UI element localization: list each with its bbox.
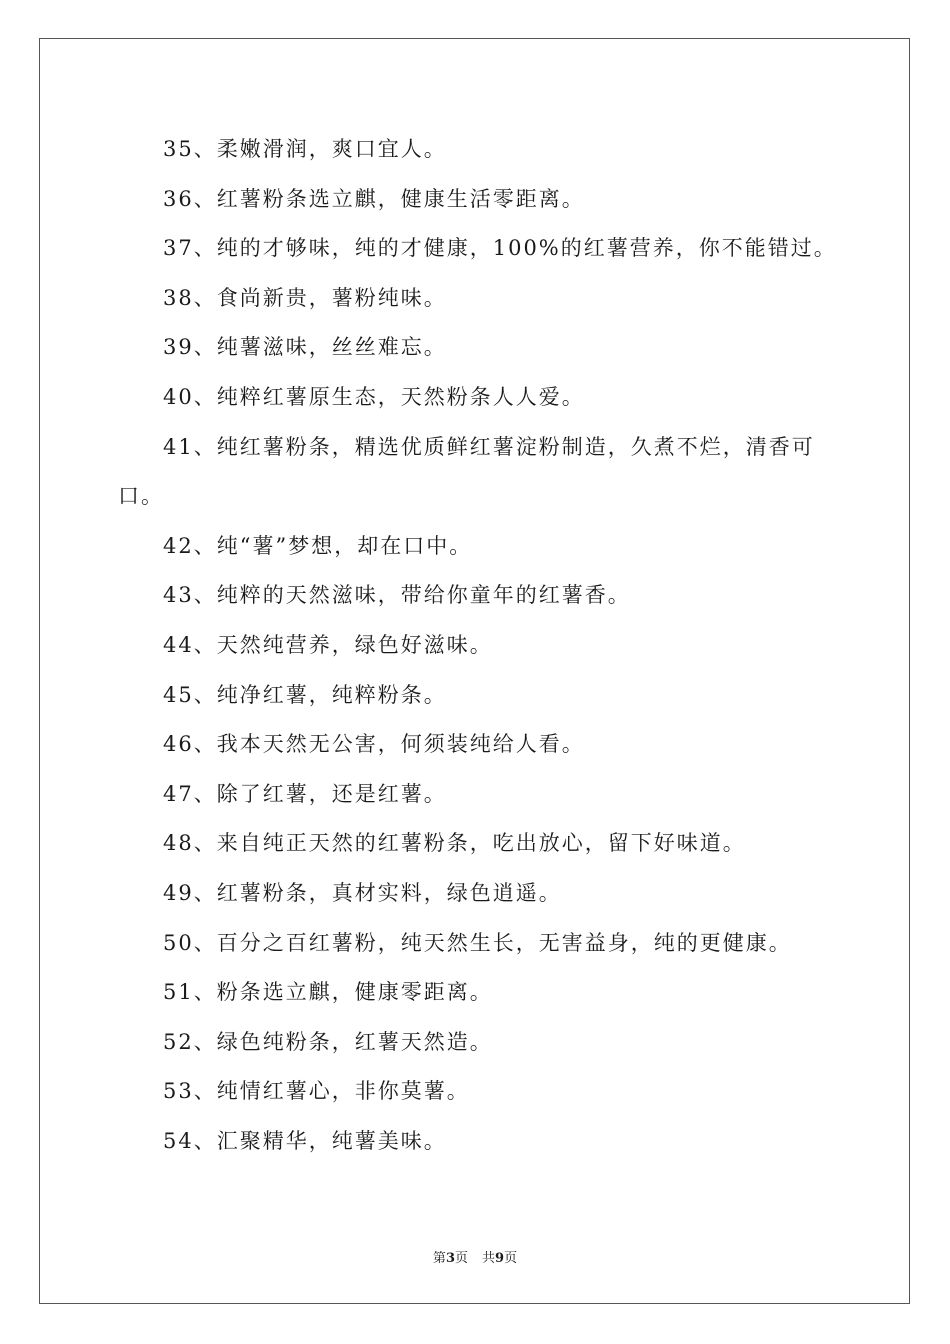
page-suffix: 页 [454, 1251, 468, 1266]
page-footer [0, 1247, 950, 1266]
slogan-line: 37、纯的才够味，纯的才健康，100%的红薯营养，你不能错过。 [163, 236, 837, 261]
document-body [118, 125, 838, 1166]
slogan-line: 42、纯“薯”梦想，却在口中。 [163, 533, 473, 558]
slogan-line: 51、粉条选立麒，健康零距离。 [163, 980, 493, 1005]
slogan-line: 54、汇聚精华，纯薯美味。 [163, 1128, 447, 1153]
total-prefix: 共 [482, 1251, 496, 1266]
slogan-line: 38、食尚新贵，薯粉纯味。 [163, 285, 447, 310]
slogan-line: 45、纯净红薯，纯粹粉条。 [163, 682, 447, 707]
slogan-line: 36、红薯粉条选立麒，健康生活零距离。 [163, 186, 585, 211]
page-prefix: 第 [432, 1251, 446, 1266]
slogan-line: 44、天然纯营养，绿色好滋味。 [163, 632, 493, 657]
slogan-line: 39、纯薯滋味，丝丝难忘。 [163, 335, 447, 360]
page-current: 3 [445, 1251, 455, 1266]
slogan-line: 43、纯粹的天然滋味，带给你童年的红薯香。 [163, 583, 631, 608]
slogan-line: 47、除了红薯，还是红薯。 [163, 781, 447, 806]
slogan-line: 49、红薯粉条，真材实料，绿色逍遥。 [163, 880, 562, 905]
slogan-line: 46、我本天然无公害，何须装纯给人看。 [163, 732, 585, 757]
slogan-line-continuation: 口。 [118, 484, 164, 509]
slogan-line: 52、绿色纯粉条，红薯天然造。 [163, 1029, 493, 1054]
slogan-line: 53、纯情红薯心，非你莫薯。 [163, 1079, 470, 1104]
page-total: 9 [495, 1251, 505, 1266]
slogan-line: 41、纯红薯粉条，精选优质鲜红薯淀粉制造，久煮不烂，清香可 [163, 434, 815, 459]
slogan-line: 40、纯粹红薯原生态，天然粉条人人爱。 [163, 384, 585, 409]
slogan-line: 50、百分之百红薯粉，纯天然生长，无害益身，纯的更健康。 [163, 930, 792, 955]
slogan-line: 35、柔嫩滑润，爽口宜人。 [163, 137, 447, 161]
total-suffix: 页 [504, 1251, 518, 1266]
slogan-line: 48、来自纯正天然的红薯粉条，吃出放心，留下好味道。 [163, 831, 746, 856]
